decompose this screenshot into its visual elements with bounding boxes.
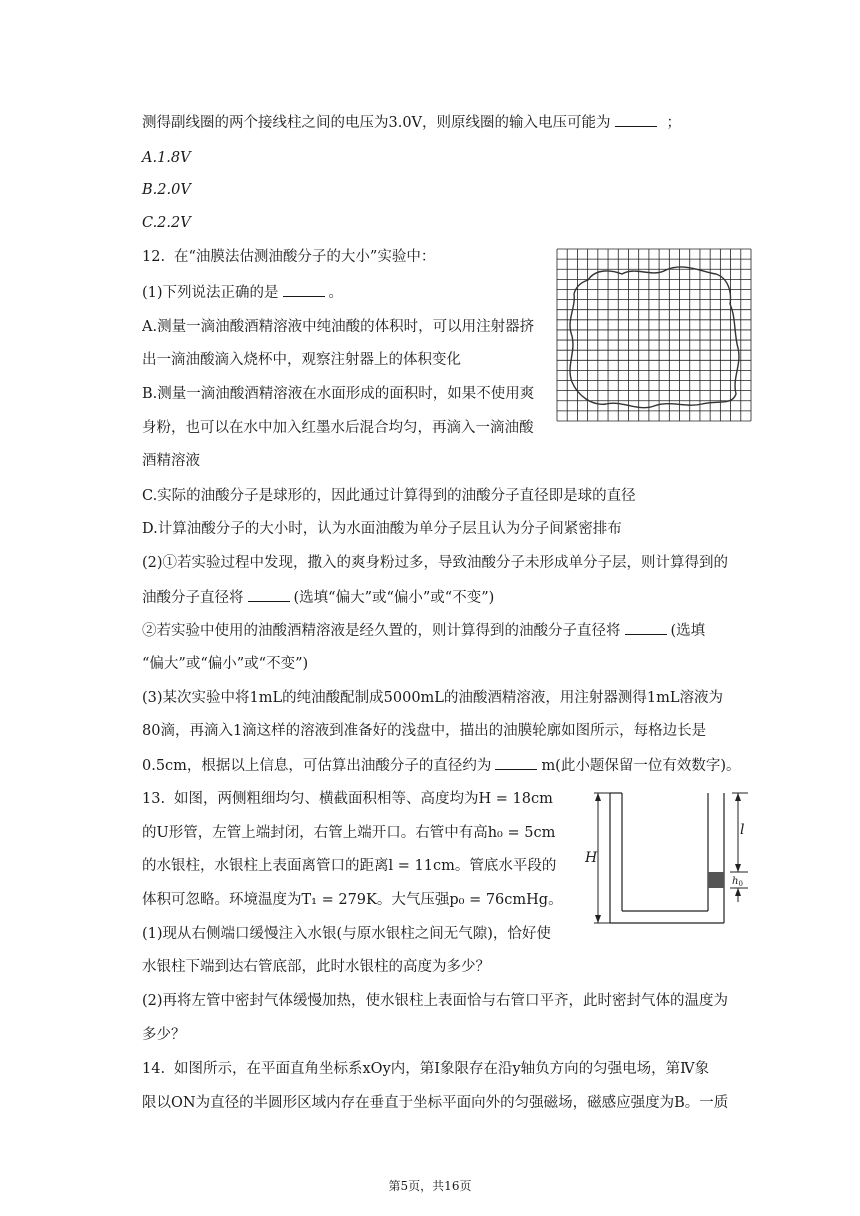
q12-part2-b-line1: ②若实验中使用的油酸酒精溶液是经久置的，则计算得到的油酸分子直径将 (选填 (142, 620, 766, 641)
question-13-line3: 的水银柱，水银柱上表面离管口的距离l = 11cm。管底水平段的 (142, 858, 557, 874)
q12-part3-line1: (3)某次实验中将1mL的纯油酸配制成5000mL的油酸酒精溶液，用注射器测得1mL溶液为 (142, 690, 724, 706)
question-13-line2: 的U形管，左管上端封闭，右管上端开口。右管中有高h₀ = 5cm (142, 825, 556, 841)
q12-option-b-line1: B.测量一滴油酸酒精溶液在水面形成的面积时，如果不使用爽 (142, 386, 535, 402)
option-c: C.2.2V (142, 215, 191, 231)
q12-option-a-line2: 出一滴油酸滴入烧杯中，观察注射器上的体积变化 (142, 352, 461, 368)
q12-part2-b-line2: “偏大”或“偏小”或“不变”) (142, 656, 309, 672)
text-line: 测得副线圈的两个接线柱之间的电压为3.0V，则原线圈的输入电压可能为 ； (142, 112, 766, 133)
q12-option-b-line3: 酒精溶液 (142, 453, 200, 469)
question-14-line1: 14. 如图所示，在平面直角坐标系xOy内，第Ⅰ象限存在沿y轴负方向的匀强电场，第Ⅳ象 (142, 1061, 710, 1077)
q12-option-d: D.计算油酸分子的大小时，认为水面油酸为单分子层且认为分子间紧密排布 (142, 521, 622, 537)
option-b: B.2.0V (142, 182, 191, 198)
question-13-line6: 水银柱下端到达右管底部，此时水银柱的高度为多少？ (142, 959, 490, 975)
oil-film-outline (570, 267, 739, 408)
question-13-line4: 体积可忽略。环境温度为T₁ = 279K。大气压强p₀ = 76cmHg。 (142, 892, 563, 908)
oil-film-grid-figure (556, 248, 752, 422)
q12-option-a-line1: A.测量一滴油酸酒精溶液中纯油酸的体积时，可以用注射器挤 (142, 319, 535, 335)
mercury-column (708, 872, 724, 888)
question-13-line5: (1)现从右侧端口缓慢注入水银(与原水银柱之间无气隙)，恰好使 (142, 926, 551, 942)
u-tube-figure (582, 790, 752, 930)
q12-part3-line2: 80滴，再滴入1滴这样的溶液到准备好的浅盘中，描出的油膜轮廓如图所示，每格边长是 (142, 723, 707, 739)
question-13-line8: 多少？ (142, 1027, 186, 1043)
question-14-line2: 限以ON为直径的半圆形区域内存在垂直于坐标平面向外的匀强磁场，磁感应强度为B。一质 (142, 1095, 729, 1111)
label-h0: $h_0$ (732, 876, 743, 888)
question-12-stem: 12. 在“油膜法估测油酸分子的大小”实验中： (142, 249, 436, 265)
q12-part2-a-line1: (2)①若实验过程中发现，撒入的爽身粉过多，导致油酸分子未形成单分子层，则计算得到的 (142, 555, 729, 571)
q12-part3-line3: 0.5cm，根据以上信息，可估算出油酸分子的直径约为 m(此小题保留一位有效数字)。 (142, 755, 766, 776)
question-13-line1: 13. 如图，两侧粗细均匀、横截面积相等、高度均为H = 18cm (142, 791, 553, 807)
option-a: A.1.8V (142, 150, 191, 166)
q12-option-c: C.实际的油酸分子是球形的，因此通过计算得到的油酸分子直径即是球的直径 (142, 488, 636, 504)
q12-part2-a-line2: 油酸分子直径将 (选填“偏大”或“偏小”或“不变”) (142, 587, 766, 608)
q12-option-b-line2: 身粉，也可以在水中加入红墨水后混合均匀，再滴入一滴油酸 (142, 420, 534, 436)
question-12-part1: (1)下列说法正确的是 。 (142, 282, 343, 303)
label-l: l (740, 822, 745, 838)
label-H: H (585, 850, 598, 866)
question-13-line7: (2)再将左管中密封气体缓慢加热，使水银柱上表面恰与右管口平齐，此时密封气体的温度为 (142, 993, 729, 1009)
page-footer: 第5页，共16页 (388, 1179, 472, 1193)
